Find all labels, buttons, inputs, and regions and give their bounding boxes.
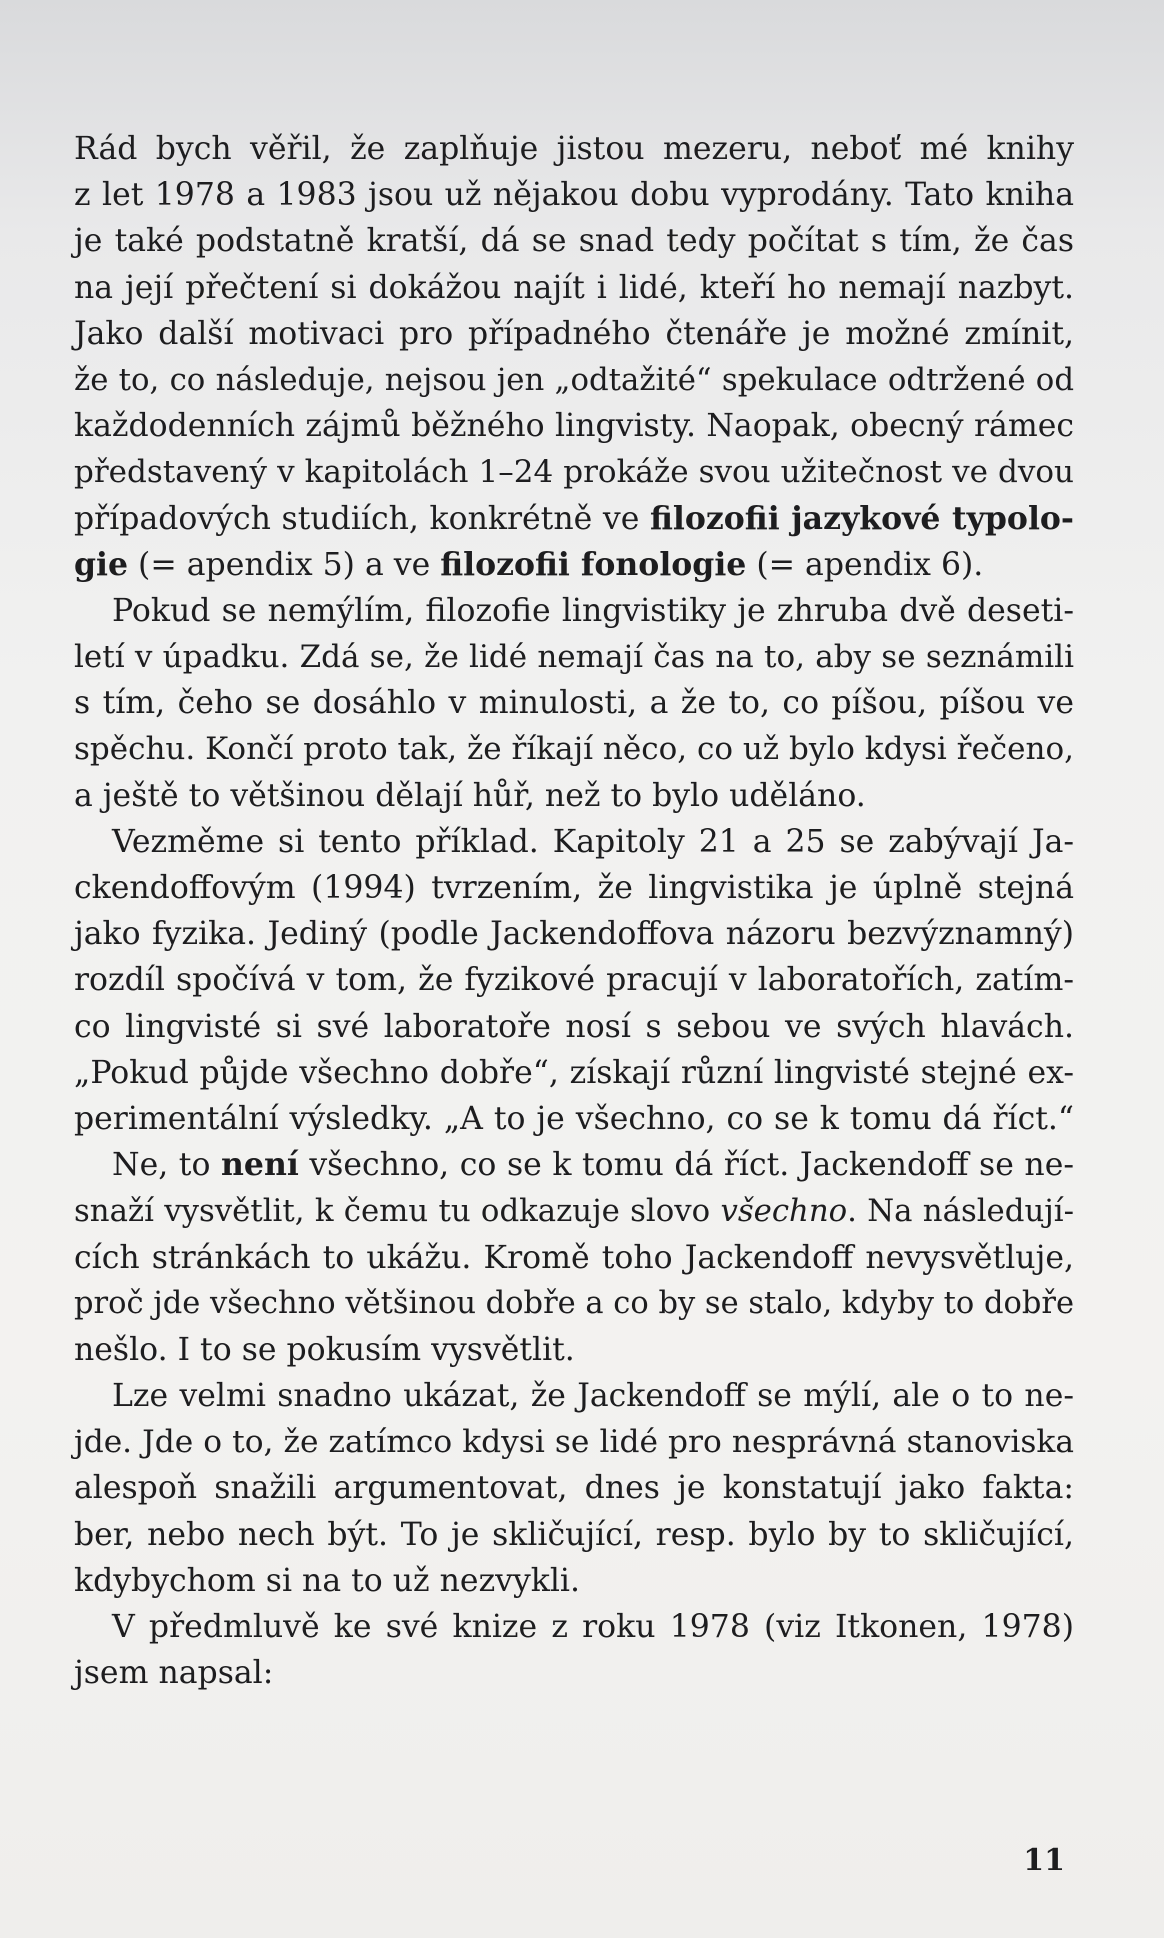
text-line (74, 773, 1074, 819)
text-line (74, 357, 1074, 403)
text-segment: všechno, co se k tomu dá říct. Jackendoff se ne- (298, 1147, 1074, 1184)
text-line (74, 1050, 1074, 1096)
text-segment: případových studiích, konkrétně ve (74, 500, 651, 537)
text-segment: nešlo. I to se pokusím vysvětlit. (74, 1331, 575, 1368)
text-line (74, 1558, 1074, 1604)
text-line (74, 911, 1074, 957)
bold-term: gie (74, 545, 129, 583)
text-segment: letí v úpadku. Zdá se, že lidé nemají čas na to, aby se seznámili (74, 639, 1074, 676)
text-segment: Rád bych věřil, že zaplňuje jistou mezeru, neboť mé knihy (74, 131, 1074, 167)
bold-term: není (221, 1146, 299, 1184)
text-line (74, 265, 1074, 311)
text-segment: Lze velmi snadno ukázat, že Jackendoff se mýlí, ale o to ne- (112, 1378, 1074, 1415)
text-segment: co lingvisté si své laboratoře nosí s sebou ve svých hlavách. (74, 1008, 1074, 1045)
text-segment: proč jde všechno většinou dobře a co by se stalo, kdyby to dobře (74, 1285, 1074, 1321)
bold-term: filozofii fonologie (440, 545, 747, 583)
text-segment: jako fyzika. Jediný (podle Jackendoffova názoru bezvýznamný) (74, 916, 1074, 953)
text-segment: na její přečtení si dokážou najít i lidé, kteří ho nemají nazbyt. (74, 269, 1074, 306)
text-line (74, 1650, 1074, 1696)
text-line (74, 403, 1074, 449)
text-line (74, 726, 1074, 772)
text-segment: spěchu. Končí proto tak, že říkají něco, co už bylo kdysi řečeno, (74, 731, 1074, 768)
text-line (74, 1465, 1074, 1511)
italic-term: všechno (720, 1193, 848, 1230)
text-line (74, 1373, 1074, 1419)
text-segment: alespoň snažili argumentovat, dnes je konstatují jako fakta: (74, 1470, 1074, 1507)
text-line (74, 218, 1074, 264)
bold-term: filozofii jazykové typolo- (650, 499, 1074, 537)
text-segment: představený v kapitolách 1–24 prokáže svou užitečnost ve dvou (74, 454, 1074, 491)
text-line (74, 588, 1074, 634)
text-line (74, 634, 1074, 680)
text-segment: (= apendix 6). (746, 546, 984, 583)
text-segment: s tím, čeho se dosáhlo v minulosti, a že to, co píšou, píšou ve (74, 685, 1074, 722)
paragraph (74, 1604, 1074, 1696)
text-segment: Pokud se nemýlím, filozofie lingvistiky je zhruba dvě deseti- (112, 592, 1074, 629)
text-line (74, 126, 1074, 172)
text-segment: z let 1978 a 1983 jsou už nějakou dobu vyprodány. Tato kniha (74, 177, 1074, 214)
text-line (74, 449, 1074, 495)
text-line (74, 865, 1074, 911)
text-line (74, 496, 1074, 542)
paragraph (74, 1142, 1074, 1373)
text-segment: „Pokud půjde všechno dobře“, získají různí lingvisté stejné ex- (74, 1054, 1074, 1091)
text-segment: ckendoffovým (1994) tvrzením, že lingvistika je úplně stejná (74, 870, 1074, 906)
text-segment: Ne, to (112, 1147, 221, 1184)
text-segment: že to, co následuje, nejsou jen „odtažité“ spekulace odtržené od (74, 361, 1074, 398)
text-line (74, 1235, 1074, 1281)
text-line (74, 1327, 1074, 1373)
book-page-body (74, 126, 1074, 1696)
text-segment: (= apendix 5) a ve (128, 546, 441, 583)
text-line (74, 311, 1074, 357)
text-segment: je také podstatně kratší, dá se snad tedy počítat s tím, že čas (74, 223, 1074, 260)
paragraph (74, 588, 1074, 819)
text-line (74, 1142, 1074, 1188)
text-segment: jsem napsal: (74, 1655, 274, 1692)
text-line (74, 172, 1074, 218)
text-segment: kdybychom si na to už nezvykli. (74, 1562, 581, 1599)
text-line (74, 1188, 1074, 1234)
page-number: 11 (1023, 1843, 1065, 1878)
paragraph (74, 1373, 1074, 1604)
text-line (74, 542, 1074, 588)
text-line (74, 1004, 1074, 1050)
text-segment: snaží vysvětlit, k čemu tu odkazuje slovo (74, 1193, 721, 1230)
text-segment: a ještě to většinou dělají hůř, než to bylo uděláno. (74, 777, 866, 814)
text-segment: jde. Jde o to, že zatímco kdysi se lidé pro nesprávná stanoviska (74, 1424, 1074, 1461)
text-line (74, 1512, 1074, 1558)
paragraph (74, 819, 1074, 1142)
text-line (74, 957, 1074, 1003)
text-line (74, 1604, 1074, 1650)
text-segment: . Na následují- (847, 1193, 1075, 1230)
text-segment: každodenních zájmů běžného lingvisty. Naopak, obecný rámec (74, 408, 1074, 445)
text-line (74, 1281, 1074, 1327)
text-line (74, 1096, 1074, 1142)
paragraph (74, 126, 1074, 588)
text-segment: Jako další motivaci pro případného čtenáře je možné zmínit, (74, 315, 1074, 352)
text-line (74, 1419, 1074, 1465)
text-segment: ber, nebo nech být. To je skličující, resp. bylo by to skličující, (74, 1516, 1074, 1553)
text-segment: Vezměme si tento příklad. Kapitoly 21 a 25 se zabývají Ja- (112, 823, 1074, 860)
text-segment: cích stránkách to ukážu. Kromě toho Jackendoff nevysvětluje, (74, 1239, 1074, 1276)
text-line (74, 819, 1074, 865)
text-segment: rozdíl spočívá v tom, že fyzikové pracují v laboratořích, zatím- (74, 962, 1074, 999)
text-line (74, 680, 1074, 726)
text-segment: V předmluvě ke své knize z roku 1978 (viz Itkonen, 1978) (112, 1609, 1074, 1645)
text-segment: perimentální výsledky. „A to je všechno, co se k tomu dá říct.“ (74, 1100, 1074, 1137)
